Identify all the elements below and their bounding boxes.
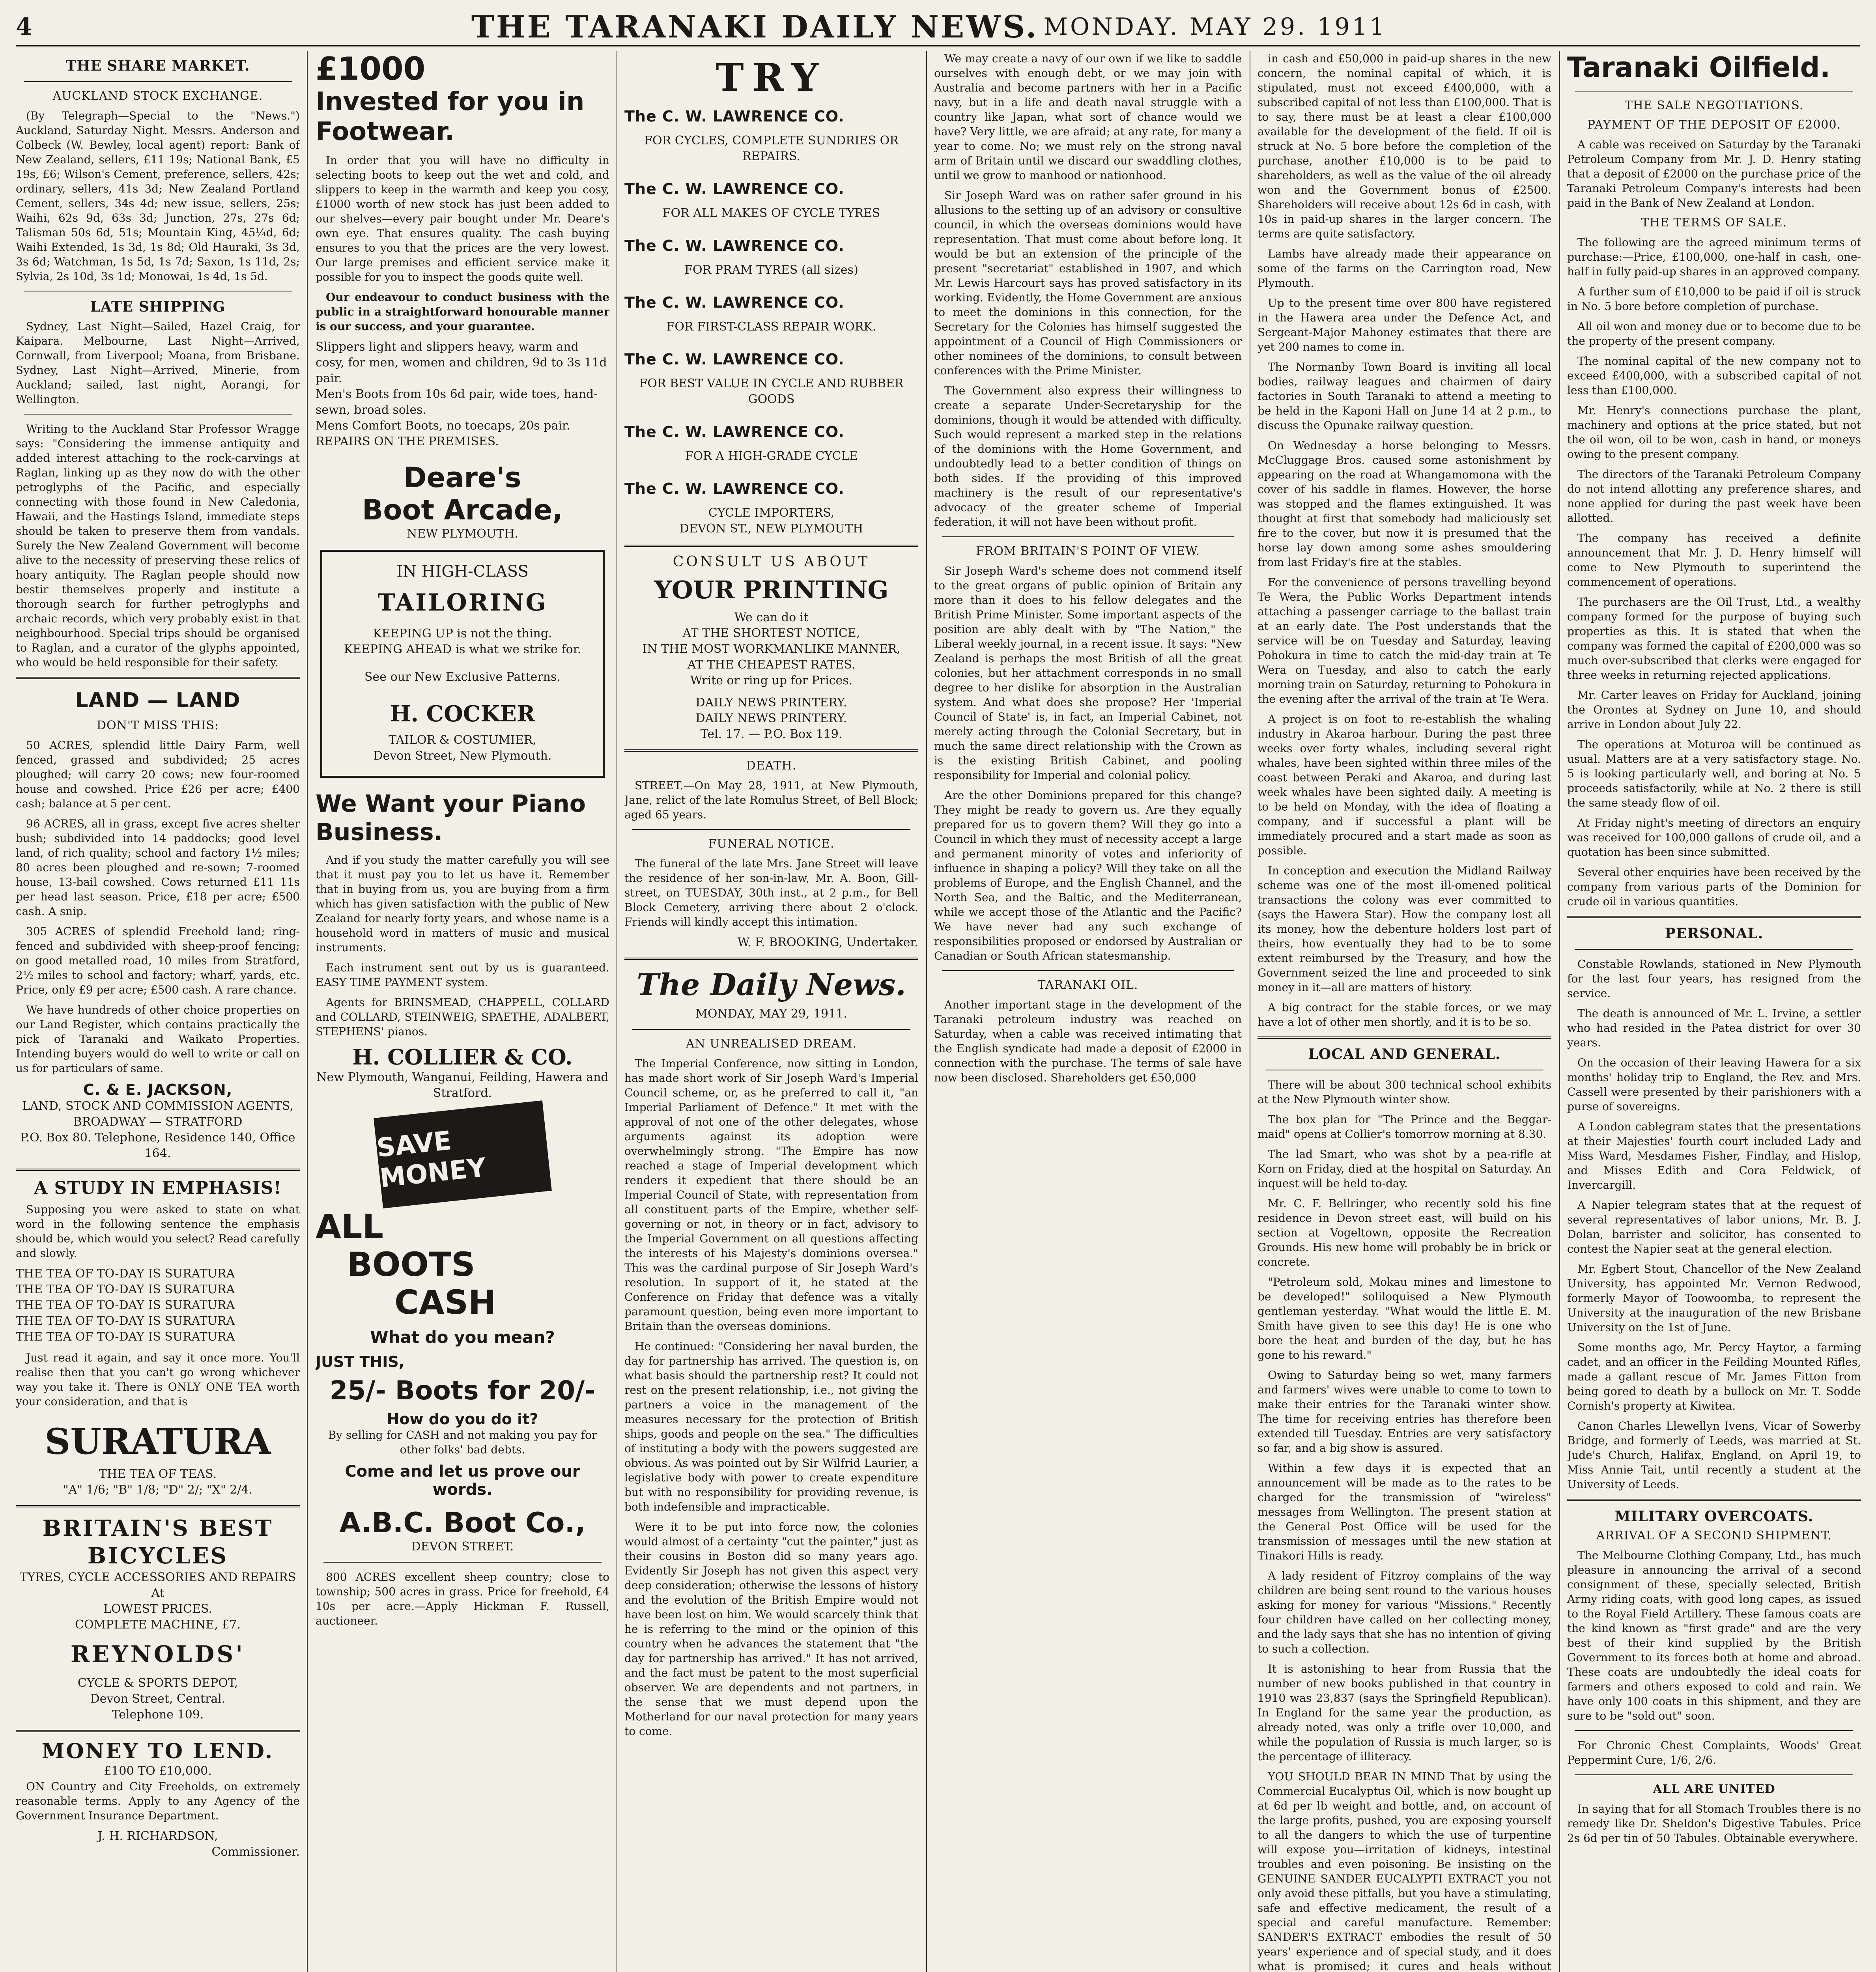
sale-heading: THE SALE NEGOTIATIONS.	[1624, 99, 1804, 112]
printing-line: DAILY NEWS PRINTERY.	[695, 711, 847, 725]
column-4	[934, 51, 1242, 1972]
tea-after-text: Just read it again, and say it once more. You'll realise then that you can't go wrong whichever way you take it. There is ONLY ONE TEA worth your consideration, and that is	[16, 1351, 300, 1408]
editorial-paragraph: Were it to be put into force now, the colonies would almost of a certainty "cut the painter," just as their cousins in Boston did so many years ago. Evidently Sir Joseph has not given this aspect very deep consideration; otherwise the lessons of history and the evolution of the British Empire would not have been lost on him. We would scarcely think that he is referring to the mind or the opinion of this country when he advances the statement that "the day for partnership has arrived." It has not arrived, and the fact must be patent to the most superficial observer. We are dependents and not partners, in the sense that we must depend upon the Motherland for our naval protection for many years to come.	[624, 1520, 918, 1738]
lawrence-item: FOR PRAM TYRES (all sizes)	[684, 263, 858, 277]
farm-ad: 800 ACRES excellent sheep country; close to township; 500 acres in grass. Price for freehold, £4 10s per acre.—Apply Hickman F. Russell, auctioneer.	[316, 1571, 609, 1627]
oilfield-paragraph: A cable was received on Saturday by the Taranaki Petroleum Company from Mr. J. D. Henry stating that a deposit of £2000 on the purchase price of the Taranaki Petroleum Company's interests had been paid in the Bank of New Zealand at London.	[1567, 138, 1861, 209]
land-heading: LAND — LAND	[75, 689, 241, 712]
all-are-united-heading: ALL ARE UNITED	[1653, 1782, 1775, 1796]
reynolds-line: Devon Street, Central.	[90, 1692, 226, 1706]
lawrence-name: The C. W. LAWRENCE CO.	[624, 237, 845, 254]
land-listing: 305 ACRES of splendid Freehold land; ring-fenced and subdivided with sheep-proof fencing; on good metalled road, 10 miles from Stratford, 2½ miles to school and factory; wharf, yards, etc. Price, only £9 per acre; £500 cash. A rare chance.	[16, 925, 300, 996]
collier-address: New Plymouth, Wanganui, Feilding, Hawera and Stratford.	[316, 1070, 609, 1100]
lawrence-item: FOR ALL MAKES OF CYCLE TYRES	[662, 206, 880, 220]
terms-paragraph: Several other enquiries have been received by the company from various parts of the Dominion for crude oil in various quantities.	[1567, 866, 1861, 908]
terms-paragraph: Mr. Carter leaves on Friday for Auckland, joining the Orontes at Sydney on June 10, and should arrive in London about July 22.	[1567, 689, 1861, 731]
try-heading: TRY	[716, 55, 827, 100]
cash-text: By selling for CASH and not making you pay for other folks' bad debts.	[328, 1429, 597, 1456]
terms-paragraph: The following are the agreed minimum terms of purchase:—Price, £100,000, one-half in cash, one-half in fully paid-up shares in an approved company.	[1567, 236, 1861, 278]
news-paragraph: On Wednesday a horse belonging to Messrs. McCluggage Bros. caused some astonishment by appearing on the road at Whangamomona with the cover of his saddle in flames. However, the horse was stopped and the flames extinguished. It was thought at first that somebody had maliciously set fire to the cover, but now it is presumed that the horse lay down among some ashes smouldering from last Friday's fire at the stables.	[1258, 439, 1551, 569]
save-money-banner: SAVE MONEY	[374, 1100, 552, 1208]
how-do: How do you do it?	[387, 1410, 538, 1428]
tea-line: THE TEA OF TO-DAY IS SURATURA	[16, 1298, 235, 1312]
column-3	[624, 51, 918, 1972]
shipping-report: Sydney, Last Night—Sailed, Hazel Craig, for Kaipara. Melbourne, Last Night—Arrived, Cornwall, from Liverpool; Moana, from Brisbane. Sydney, Last Night—Arrived, Minerie, from Auckland; sailed, last night, Aorangi, for Wellington.	[16, 320, 300, 406]
slippers-line: Mens Comfort Boots, no toecaps, 20s pair.	[316, 419, 570, 433]
terms-paragraph: The operations at Moturoa will be continued as usual. Matters are at a very satisfactory stage. No. 5 is looking particularly well, and boring at No. 5 proceeds satisfactorily, while at No. 2 there is still the same steady flow of oil.	[1567, 738, 1861, 809]
column-6	[1567, 51, 1861, 1972]
cocker-title: TAILOR & COSTUMIER,	[389, 733, 536, 747]
personal-heading: PERSONAL.	[1665, 925, 1764, 942]
news-paragraph: Lambs have already made their appearance on some of the farms on the Carrington road, New Plymouth.	[1258, 247, 1551, 289]
deare-town: NEW PLYMOUTH.	[407, 527, 518, 541]
lawrence-item: FOR A HIGH-GRADE CYCLE	[685, 449, 858, 463]
pov-paragraph: Are the other Dominions prepared for this change? They might be ready to govern us. Are they equally prepared for us to govern them? Will they go into a Council in which they must of necessity accept a large and permanent minority of votes and inferiority of influence in shaping a policy? Will they take on all the problems of Europe, and the English Channel, and the North Sea, and the Baltic, and the Mediterranean, while we accept those of the Atlantic and the Pacific? We have never had any such exchange of responsibilities proposed or endorsed by Australian or Canadian or South African statesmanship.	[934, 789, 1242, 962]
piano-terms: Each instrument sent out by us is guaranteed. EASY TIME PAYMENT system.	[316, 961, 609, 989]
land-agent-phone: P.O. Box 80. Telephone, Residence 140, Office 164.	[20, 1131, 295, 1160]
cocker-name: H. COCKER	[390, 701, 535, 727]
land-listing: 50 ACRES, splendid little Dairy Farm, well fenced, grassed and subdivided; 25 acres ploughed; will carry 20 cows; new four-roomed house and cowshed. Price £26 per acre; £400 cash; balance at 5 per cent.	[16, 739, 300, 810]
all-boots-cash: ALL	[316, 1207, 384, 1246]
lawrence-name: The C. W. LAWRENCE CO.	[624, 423, 845, 441]
local-paragraph: Owing to Saturday being so wet, many farmers and farmers' wives were unable to come to town to make their entries for the Taranaki winter show. The time for receiving entries has therefore been extended till Tuesday. Entries are very satisfactory so far, and a big show is assured.	[1258, 1369, 1551, 1455]
lawrence-name: The C. W. LAWRENCE CO.	[624, 294, 845, 311]
news-paragraph: The Normanby Town Board is inviting all local bodies, railway leagues and chairmen of dairy factories in South Taranaki to attend a meeting to be held in the Kaponi Hall on June 14 at 2 p.m., to discuss the Opunake railway question.	[1258, 360, 1551, 432]
terms-paragraph: At Friday night's meeting of directors an enquiry was received for 100,000 gallons of crude oil, and a quotation has been since submitted.	[1567, 816, 1861, 859]
terms-paragraph: The purchasers are the Oil Trust, Ltd., a wealthy company formed for the purpose of buying such properties as this. It is stated that when the company was formed the capital of £200,000 was so much over-subscribed that clerks were engaged for three weeks in returning rejected applications.	[1567, 596, 1861, 682]
newspaper-title: THE TARANAKI DAILY NEWS.	[471, 9, 1039, 45]
column-1	[16, 51, 300, 1972]
slippers-line: Slippers light and slippers heavy, warm and cosy, for men, women and children, 9d to 3s 11d pair.	[316, 340, 607, 385]
printing-line: DAILY NEWS PRINTERY.	[695, 696, 847, 710]
personal-paragraph: Mr. Egbert Stout, Chancellor of the New Zealand University, has appointed Mr. Vernon Redwood, formerly Mayor of Toowoomba, to represent the University at the inauguration of the new Brisbane University on the 1st of June.	[1567, 1262, 1861, 1334]
lawrence-item: FOR FIRST-CLASS REPAIR WORK.	[666, 320, 876, 334]
news-paragraph: A big contract for the stable forces, or we may have a lot of other men shortly, and it is to be so.	[1258, 1001, 1551, 1029]
lawrence-address: DEVON ST., NEW PLYMOUTH	[679, 522, 863, 536]
terms-paragraph: A further sum of £10,000 to be paid if oil is struck in No. 5 bore before completion of purchase.	[1567, 285, 1861, 313]
land-agent-address: BROADWAY — STRATFORD	[73, 1115, 243, 1129]
tea-line: THE TEA OF TO-DAY IS SURATURA	[16, 1330, 235, 1344]
deposit-heading: PAYMENT OF THE DEPOSIT OF £2000.	[1587, 118, 1841, 132]
funeral-notice: The funeral of the late Mrs. Jane Street will leave the residence of her son-in-law, Mr. A. Boon, Gill-street, on TUESDAY, 30th inst., at 2 p.m., for Bell Block Cemetery, arriving there about 2 o'clock. Friends will kindly accept this intimation.	[624, 857, 918, 928]
printing-line: IN THE MOST WORKMANLIKE MANNER,	[642, 642, 901, 656]
pov-paragraph: Sir Joseph Ward's scheme does not commend itself to the great organs of public opinion of Britain any more than it does to his fellow delegates and the British Prime Minister. Some important aspects of the position are ably dealt with by "The Nation," the Liberal weekly journal, in a recent issue. It says: "New Zealand is perhaps the most British of all the great colonies, but her attachment corresponds in no small degree to her dislike for absorption in the Australian system. And what does she propose? Her 'Imperial Council of State' is, in fact, an Imperial Cabinet, not merely acting through the Colonial Secretary, but in much the same direct relationship with the Crown as is the existing British Cabinet, and pooling responsibility for Imperial and colonial policy.	[934, 564, 1242, 782]
news-paragraph: in cash and £50,000 in paid-up shares in the new concern, the nominal capital of which, it is stipulated, must not exceed £400,000, with a subscribed capital of not less than £100,000. That is to say, there must be at least a clear £100,000 available for the development of the field. If oil is struck at No. 5 bore before the completion of the purchase, another £10,000 is to be paid to shareholders, as well as the value of the oil already won and the Government bonus of £2500. Shareholders will receive about 12s 6d in cash, with 10s in paid-up shares in the larger concern. The terms are quite satisfactory.	[1258, 52, 1551, 240]
all-are-united-text: In saying that for all Stomach Troubles there is no remedy like Dr. Sheldon's Digestive Tabules. Price 2s 6d per tin of 50 Tabules. Obtainable everywhere.	[1567, 1802, 1861, 1845]
land-subheading: DON'T MISS THIS:	[96, 719, 219, 732]
editorial-paragraph: He continued: "Considering her naval burden, the day for partnership has arrived. The question is, on what basis should the partnership rest? It could not rest on the present relationship, i.e., not giving the partners a voice in the management of the measures necessary for the protection of British ships, goods and people on the sea." The difficulties of instituting a body with the powers suggested are obvious. As was pointed out by Sir Wilfrid Laurier, a legislative body with power to create expenditure but with no responsibility for providing revenue, is both indefensible and impracticable.	[624, 1340, 918, 1513]
terms-paragraph: The nominal capital of the new company not to exceed £400,000, with a subscribed capital of not less than £100,000.	[1567, 355, 1861, 397]
news-paragraph: For the convenience of persons travelling beyond Te Wera, the Public Works Department intends attaching a passenger carriage to the ballast train at an early date. The Post understands that the service will be on Tuesday and Saturday, leaving Pohokura in time to catch the mid-day train at Te Wera on Tuesday, and also to catch the early morning train on Saturday, returning to Pohokura in the evening after the arrival of the train at Te Wera.	[1258, 576, 1551, 706]
local-paragraph: "Petroleum sold, Mokau mines and limestone to be developed!" soliloquised a New Plymouth gentleman yesterday. "What would the little E. M. Smith have given to see this day! He is one who bore the heat and burden of the day, but he has gone to his reward."	[1258, 1275, 1551, 1361]
footwear-heading: Invested for you in Footwear.	[316, 87, 585, 146]
abc-street: DEVON STREET.	[411, 1540, 514, 1554]
editorial-paragraph: Sir Joseph Ward was on rather safer ground in his allusions to the setting up of an advisory or consultive council, in which the overseas dominions would have representation. That must come about before long. It would be but an extension of the principle of the present "secretariat" established in 1907, and which Mr. Lewis Harcourt says has proved satisfactory in its working. Evidently, the Home Government are anxious to meet the dominions in this connection, for the Secretary for the Colonies has himself suggested the appointment of a Council of High Commissioners or other nominees of the dominions, to consult between conferences with the Prime Minister.	[934, 189, 1242, 377]
lawrence-name: The C. W. LAWRENCE CO.	[624, 180, 845, 198]
tailoring-line: See our New Exclusive Patterns.	[364, 670, 561, 684]
tailoring-ad	[320, 550, 605, 778]
issue-date: MONDAY. MAY 29. 1911	[1043, 13, 1387, 41]
personal-paragraph: Canon Charles Llewellyn Ivens, Vicar of Sowerby Bridge, and formerly of Leeds, was married at St. Jude's Church, Halifax, England, on April 19, to Miss Annie Tait, until recently a student at the University of Leeds.	[1567, 1419, 1861, 1491]
what-mean: What do you mean?	[370, 1328, 555, 1347]
military-subheading: ARRIVAL OF A SECOND SHIPMENT.	[1596, 1529, 1832, 1542]
editorial-paragraph: The Imperial Conference, now sitting in London, has made short work of Sir Joseph Ward's Imperial Council scheme, or, as he preferred to call it, "an Imperial Parliament of Defence." It met with the approval of not one of the other delegates, whose arguments against its adoption were overwhelmingly strong. "The Empire has now reached a stage of Imperial development which renders it expedient that there should be an Imperial Council of State, with representation from all constituent parts of the Empire, whether self-governing or not, in theory or in fact, advisory to the Imperial Government on all questions affecting the interests of his Majesty's dominions oversea." This was the cardinal purpose of Sir Joseph Ward's resolution. In support of it, he stated at the Conference on Friday that defence was a vitally paramount question, being even more important to Britain than the overseas dominions.	[624, 1057, 918, 1333]
lawrence-name: The C. W. LAWRENCE CO.	[624, 108, 845, 125]
tea-line: THE TEA OF TO-DAY IS SURATURA	[16, 1314, 235, 1328]
share-market-heading: THE SHARE MARKET.	[65, 58, 250, 74]
tailoring-line: KEEPING AHEAD is what we strike for.	[344, 642, 581, 656]
tailoring-heading: TAILORING	[377, 589, 547, 616]
news-paragraph: A project is on foot to re-establish the whaling industry in Akaroa harbour. During the past three weeks over forty whales, including several right whales, have been sighted within three miles of the coast between Peraki and Akaroa, and during last week whales have been sighted daily. A meeting is to be held on Monday, with the idea of floating a company, and if successful a plant will be immediately procured and a start made as soon as possible.	[1258, 713, 1551, 857]
terms-heading: THE TERMS OF SALE.	[1641, 216, 1787, 230]
printing-heading: YOUR PRINTING	[654, 575, 889, 604]
reynolds-name: REYNOLDS'	[70, 1641, 245, 1668]
death-heading: DEATH.	[746, 759, 797, 773]
printing-line: AT THE SHORTEST NOTICE,	[682, 626, 860, 640]
land-agent-name: C. & E. JACKSON,	[83, 1081, 233, 1098]
personal-paragraph: The death is announced of Mr. L. Irvine, a settler who had resided in the Patea district for over 30 years.	[1567, 1007, 1861, 1049]
footwear-text: In order that you will have no difficulty in selecting boots to keep out the wet and cold, and slippers to keep in the warmth and keep you cosy, £1000 worth of new stock has just been added to our shelves—every pair bought under Mr. Deare's own eye. That ensures quality. The cash buying ensures to you that the prices are the very lowest. Our large premises and efficient service make it possible for you to inspect the goods quite well.	[316, 154, 609, 284]
local-paragraph: The lad Smart, who was shot by a pea-rifle at Korn on Friday, died at the hospital on Saturday. An inquest will be held to-day.	[1258, 1148, 1551, 1190]
terms-paragraph: The directors of the Taranaki Petroleum Company do not intend allotting any preference shares, and none applied for during the past week have been allotted.	[1567, 468, 1861, 525]
lawrence-item: FOR BEST VALUE IN CYCLE AND RUBBER GOODS	[639, 377, 904, 406]
terms-paragraph: Mr. Henry's connections purchase the plant, machinery and options at the price stated, but not the oil won, oil to be won, cash in hand, or moneys owing to the present company.	[1567, 404, 1861, 461]
printing-line: AT THE CHEAPEST RATES.	[687, 658, 856, 672]
boots-offer: 25/- Boots for 20/-	[329, 1375, 596, 1406]
money-agent: J. H. RICHARDSON,	[97, 1829, 218, 1843]
chronic-ad: For Chronic Chest Complaints, Woods' Great Peppermint Cure, 1/6, 2/6.	[1567, 1739, 1861, 1767]
petroglyph-article: Writing to the Auckland Star Professor Wragge says: "Considering the immense antiquity and added interest attaching to the rock-carvings at Raglan, linking up as they now do with the other petroglyphs of the Pacific, and especially connecting with those found in New Caledonia, Hawaii, and the Hastings Island, immediate steps should be taken to preserve them from vandals. Surely the New Zealand Government will become alive to the necessity of preserving these relics of hoary antiquity. The Raglan people should now bestir themselves properly and institute a thorough search for further petroglyphs and archaic records, which very probably exist in that neighbourhood. Special trips should be organised to Raglan, and a curator of the glyphs appointed, who would be held responsible for their safety.	[16, 422, 300, 669]
collier-name: H. COLLIER & CO.	[352, 1044, 573, 1070]
military-text: The Melbourne Clothing Company, Ltd., has much pleasure in announcing the arrival of a second consignment of these, specially selected, British Army riding coats, with good long capes, as issued to the Royal Field Artillery. These famous coats are the kind known as "first grade" and are the very best of their kind supplied by the British Government to its forces both at home and abroad. These coats are undoubtedly the ideal coats for farmers and others exposed to cold and rain. We have only 100 coats in this shipment, and they are sure to be "sold out" soon.	[1567, 1549, 1861, 1722]
suratura-brand: SURATURA	[45, 1421, 271, 1462]
daily-news-date: MONDAY, MAY 29, 1911.	[695, 1007, 847, 1021]
bicycle-ad-line: LOWEST PRICES.	[103, 1602, 212, 1616]
land-listing: 96 ACRES, all in grass, except five acres shelter bush; subdivided into 14 paddocks; good level land, of rich quality; school and factory 1½ miles; 80 acres been ploughed and re-sown; 7-roomed house, 13-bail cowshed. Cows returned £11 11s per head last season. Price, £18 per acre; £500 cash. A snip.	[16, 817, 300, 918]
taranaki-oil-heading: TARANAKI OIL.	[1037, 978, 1138, 992]
personal-paragraph: Some months ago, Mr. Percy Haytor, a farming cadet, and an officer in the Feilding Mounted Rifles, made a gallant rescue of Mr. James Fitton from being gored to death by a bullock on Mr. T. Sodde Cornish's property at Kiwitea.	[1567, 1341, 1861, 1412]
personal-paragraph: A Napier telegram states that at the request of several representatives of labor unions, Mr. B. J. Dolan, barrister and solicitor, has consented to contest the Napier seat at the general election.	[1567, 1199, 1861, 1255]
money-amount: £100 TO £10,000.	[104, 1764, 212, 1778]
footwear-price: £1000	[316, 51, 426, 87]
suratura-tagline: THE TEA OF TEAS.	[99, 1467, 217, 1481]
piano-text: And if you study the matter carefully you will see that it must pay you to let us have it. Remember that in buying from us, you are buying from a firm which has given satisfaction with the public of New Zealand for nearly forty years, and whose name is a household word in matters of music and musical instruments.	[316, 853, 609, 954]
news-paragraph: In conception and execution the Midland Railway scheme was one of the most ill-omened political transactions the colony was ever committed to (says the Hawera Star). How the company lost all its money, how the debenture holders lost part of theirs, how eventually they had to be to some extent reimbursed by the Treasury, and how the Government seized the line and proceeded to sink money in it—all are matters of history.	[1258, 864, 1551, 994]
footwear-guarantee: Our endeavour to conduct business with the public in a straightforward honourable manner is our success, and your guarantee.	[316, 291, 609, 333]
local-paragraph: It is astonishing to hear from Russia that the number of new books published in that country in 1910 was 23,837 (says the Springfield Republican). In England for the same year the production, as already noted, was only a trifle over 10,000, and while the population of Russia is much larger, so is the percentage of illiteracy.	[1258, 1662, 1551, 1763]
late-shipping-heading: LATE SHIPPING	[90, 299, 226, 315]
deare-name: Deare's	[404, 461, 521, 494]
local-paragraph: The box plan for "The Prince and the Beggar-maid" opens at Collier's tomorrow morning at 8.30.	[1258, 1113, 1551, 1141]
local-paragraph: There will be about 300 technical school exhibits at the New Plymouth winter show.	[1258, 1078, 1551, 1106]
terms-paragraph: All oil won and money due or to become due to be the property of the present company.	[1567, 320, 1861, 347]
emphasis-heading: A STUDY IN EMPHASIS!	[34, 1178, 282, 1198]
funeral-heading: FUNERAL NOTICE.	[708, 837, 835, 851]
personal-paragraph: A London cablegram states that the presentations at their Majesties' fourth court included Lady and Miss Ward, Mesdames Fisher, Findlay, and Hislop, and Misses Edith and Cora Feldwick, of Invercargill.	[1567, 1120, 1861, 1191]
page-number: 4	[16, 13, 32, 41]
britains-heading: BRITAIN'S BEST BICYCLES	[42, 1515, 273, 1569]
column-rule	[926, 51, 927, 1972]
money-agent-title: Commissioner.	[211, 1845, 300, 1859]
printing-line: Write or ring up for Prices.	[690, 674, 853, 687]
money-heading: MONEY TO LEND.	[41, 1739, 274, 1763]
exchange-heading: AUCKLAND STOCK EXCHANGE.	[52, 89, 263, 103]
share-report: (By Telegraph—Special to the "News.") Auckland, Saturday Night. Messrs. Anderson and Colbeck (W. Bewley, local agent) report: Bank of New Zealand, sellers, £11 19s; National Bank, £5 19s, £6; Wilson's Cement, preference, sellers, 42s; ordinary, sellers, 41s 3d; New Zealand Portland Cement, sellers, 34s 4d; new issue, sellers, 25s; Waihi, 62s 9d, 63s 3d; Junction, 27s, 27s 6d; Talisman 50s 6d, 51s; Mountain King, 45¼d, 6d; Waihi Extended, 1s 3d, 1s 8d; Old Hauraki, 3s 3d, 3s 6d; Watchman, 1s 5d, 1s 7d; Saxon, 1s 11d, 2s; Sylvia, 2s 10d, 3s 1d; Monowai, 1s 4d, 1s 5d.	[16, 109, 300, 283]
emphasis-text: Supposing you were asked to state on what word in the following sentence the emphasis should be, which would you select? Read carefully and slowly.	[16, 1203, 300, 1260]
reynolds-line: CYCLE & SPORTS DEPOT,	[77, 1676, 238, 1690]
funeral-signature: W. F. BROOKING, Undertaker.	[737, 936, 918, 949]
column-2	[316, 51, 609, 1972]
cycle-importers: CYCLE IMPORTERS,	[708, 506, 835, 520]
local-paragraph: YOU SHOULD BEAR IN MIND That by using the Commercial Eucalyptus Oil, which is now bought up at 6d per lb weight and bottle, and, on account of the large profits, pushed, you are exposing yourself to all the dangers to which the use of turpentine will expose you—irritation of kidneys, intestinal troubles and even poisoning. Be insisting on the GENUINE SANDER EUCALYPTI EXTRACT you not only avoid these pitfalls, but you have a stimulating, safe and effective medicament, the result of a special and careful manufacture. Remember: SANDER'S EXTRACT embodies the result of 50 years' experience and of special study, and it does what is promised; it cures and heals without	[1258, 1770, 1551, 1972]
news-paragraph: Up to the present time over 800 have registered in the Hawera area under the Defence Act, and Sergeant-Major Mahoney estimates that there are yet 200 names to come in.	[1258, 297, 1551, 353]
piano-heading: We Want your Piano Business.	[316, 790, 586, 846]
land-agent-title: LAND, STOCK AND COMMISSION AGENTS,	[22, 1099, 293, 1113]
slippers-line: REPAIRS ON THE PREMISES.	[316, 435, 499, 448]
military-heading: MILITARY OVERCOATS.	[1614, 1508, 1814, 1525]
personal-paragraph: Constable Rowlands, stationed in New Plymouth for the last four years, has resigned from the service.	[1567, 958, 1861, 1000]
local-paragraph: A lady resident of Fitzroy complains of the way children are being sent round to the various houses asking for money for various "Missions." Recently four children have called on her collecting money, and the lady says that she has no intention of giving to such a collection.	[1258, 1569, 1551, 1655]
terms-paragraph: The company has received a definite announcement that Mr. J. D. Henry himself will come to New Plymouth to superintend the commencement of operations.	[1567, 532, 1861, 588]
local-paragraph: Within a few days it is expected that an announcement will be made as to the rates to be charged for the transmission of "wireless" messages from Wellington. The present station at the General Post Office will be used for the transmission of messages until the new station at Tinakori Hills is ready.	[1258, 1462, 1551, 1562]
lawrence-item: FOR CYCLES, COMPLETE SUNDRIES OR REPAIRS.	[644, 134, 899, 163]
taranaki-oil-text: Another important stage in the development of the Taranaki petroleum industry was reached on Saturday, when a cable was received intimating that the English syndicate had made a deposit of £2000 in connection with the purchase. The terms of sale have now been disclosed. Shareholders get £50,000	[934, 998, 1242, 1084]
all-boots-cash: BOOTS	[347, 1245, 475, 1284]
tea-line: THE TEA OF TO-DAY IS SURATURA	[16, 1267, 235, 1281]
just-this: JUST THIS,	[316, 1353, 405, 1371]
personal-paragraph: On the occasion of their leaving Hawera for a six months' holiday trip to England, the Rev. and Mrs. Cassell were presented by their parishioners with a purse of sovereigns.	[1567, 1056, 1861, 1113]
column-rule	[307, 51, 308, 1972]
editorial-paragraph: The Government also express their willingness to create a separate Under-Secretaryship for the dominions, though it would be attended with difficulty. Such would represent a marked step in the relations of the dominions with the Home Government, and undoubtedly lead to a better condition of things on both sides. If the providing of this improved machinery is the result of our representative's advocacy of the greater scheme of Imperial federation, it will not have been without profit.	[934, 384, 1242, 528]
cocker-address: Devon Street, New Plymouth.	[373, 749, 552, 763]
bicycle-ad-line: At	[151, 1586, 164, 1600]
deare-title: Boot Arcade,	[362, 494, 563, 526]
consult-heading: CONSULT US ABOUT	[673, 554, 870, 570]
abc-boot-co: A.B.C. Boot Co.,	[339, 1507, 586, 1539]
piano-agents: Agents for BRINSMEAD, CHAPPELL, COLLARD and COLLARD, STEINWEIG, SPAETHE, ADALBERT, STEPHENS' pianos.	[316, 996, 609, 1038]
slippers-line: Men's Boots from 10s 6d pair, wide toes, hand-sewn, broad soles.	[316, 387, 598, 417]
printing-line: Tel. 17. — P.O. Box 119.	[700, 727, 843, 741]
daily-news-banner: The Daily News.	[637, 967, 906, 1002]
column-5	[1258, 51, 1551, 1972]
local-paragraph: Mr. C. F. Bellringer, who recently sold his fine residence in Devon street east, will build on his section at Vogeltown, opposite the Recreation Grounds. His new home will probably be in brick or concrete.	[1258, 1197, 1551, 1268]
reynolds-line: Telephone 109.	[112, 1708, 204, 1722]
come-prove: Come and let us prove our words.	[345, 1462, 580, 1499]
all-boots-cash: CASH	[394, 1283, 496, 1322]
money-text: ON Country and City Freeholds, on extremely reasonable terms. Apply to any Agency of the Government Insurance Department.	[16, 1780, 300, 1822]
tea-line: THE TEA OF TO-DAY IS SURATURA	[16, 1283, 235, 1296]
land-listing: We have hundreds of other choice properties on our Land Register, which contains practically the pick of Taranaki and Waikato Properties. Intending buyers would do well to write or call on us for particulars of same.	[16, 1003, 300, 1075]
editorial-paragraph: We may create a navy of our own if we like to saddle ourselves with enough debt, or we may join with Australia and become partners with her in a Pacific navy, but in a life and death naval struggle with a country like Japan, what sort of chance would we have? Very little, we are afraid; at any rate, for many a year to come. No; we must rely on the strong naval arm of Britain until we discard our swaddling clothes, until we grow to manhood or nationhood.	[934, 52, 1242, 182]
column-rule	[1559, 51, 1560, 1972]
editorial-heading: AN UNREALISED DREAM.	[686, 1037, 857, 1051]
lawrence-name: The C. W. LAWRENCE CO.	[624, 351, 845, 368]
masthead	[16, 9, 1860, 47]
lawrence-name: The C. W. LAWRENCE CO.	[624, 480, 845, 497]
death-notice: STREET.—On May 28, 1911, at New Plymouth, Jane, relict of the late Romulus Street, of Bell Block; aged 65 years.	[624, 779, 918, 821]
tailoring-top: IN HIGH-CLASS	[396, 562, 529, 581]
pov-heading: FROM BRITAIN'S POINT OF VIEW.	[975, 544, 1200, 558]
oilfield-heading: Taranaki Oilfield.	[1567, 51, 1831, 84]
bicycle-ad-line: COMPLETE MACHINE, £7.	[75, 1618, 241, 1632]
printing-line: We can do it	[734, 611, 809, 624]
suratura-grades: "A" 1/6; "B" 1/8; "D" 2/; "X" 2/4.	[63, 1483, 253, 1497]
tailoring-line: KEEPING UP is not the thing.	[373, 627, 552, 641]
bicycle-ad-line: TYRES, CYCLE ACCESSORIES AND REPAIRS	[19, 1571, 296, 1584]
local-general-heading: LOCAL AND GENERAL.	[1308, 1046, 1501, 1063]
